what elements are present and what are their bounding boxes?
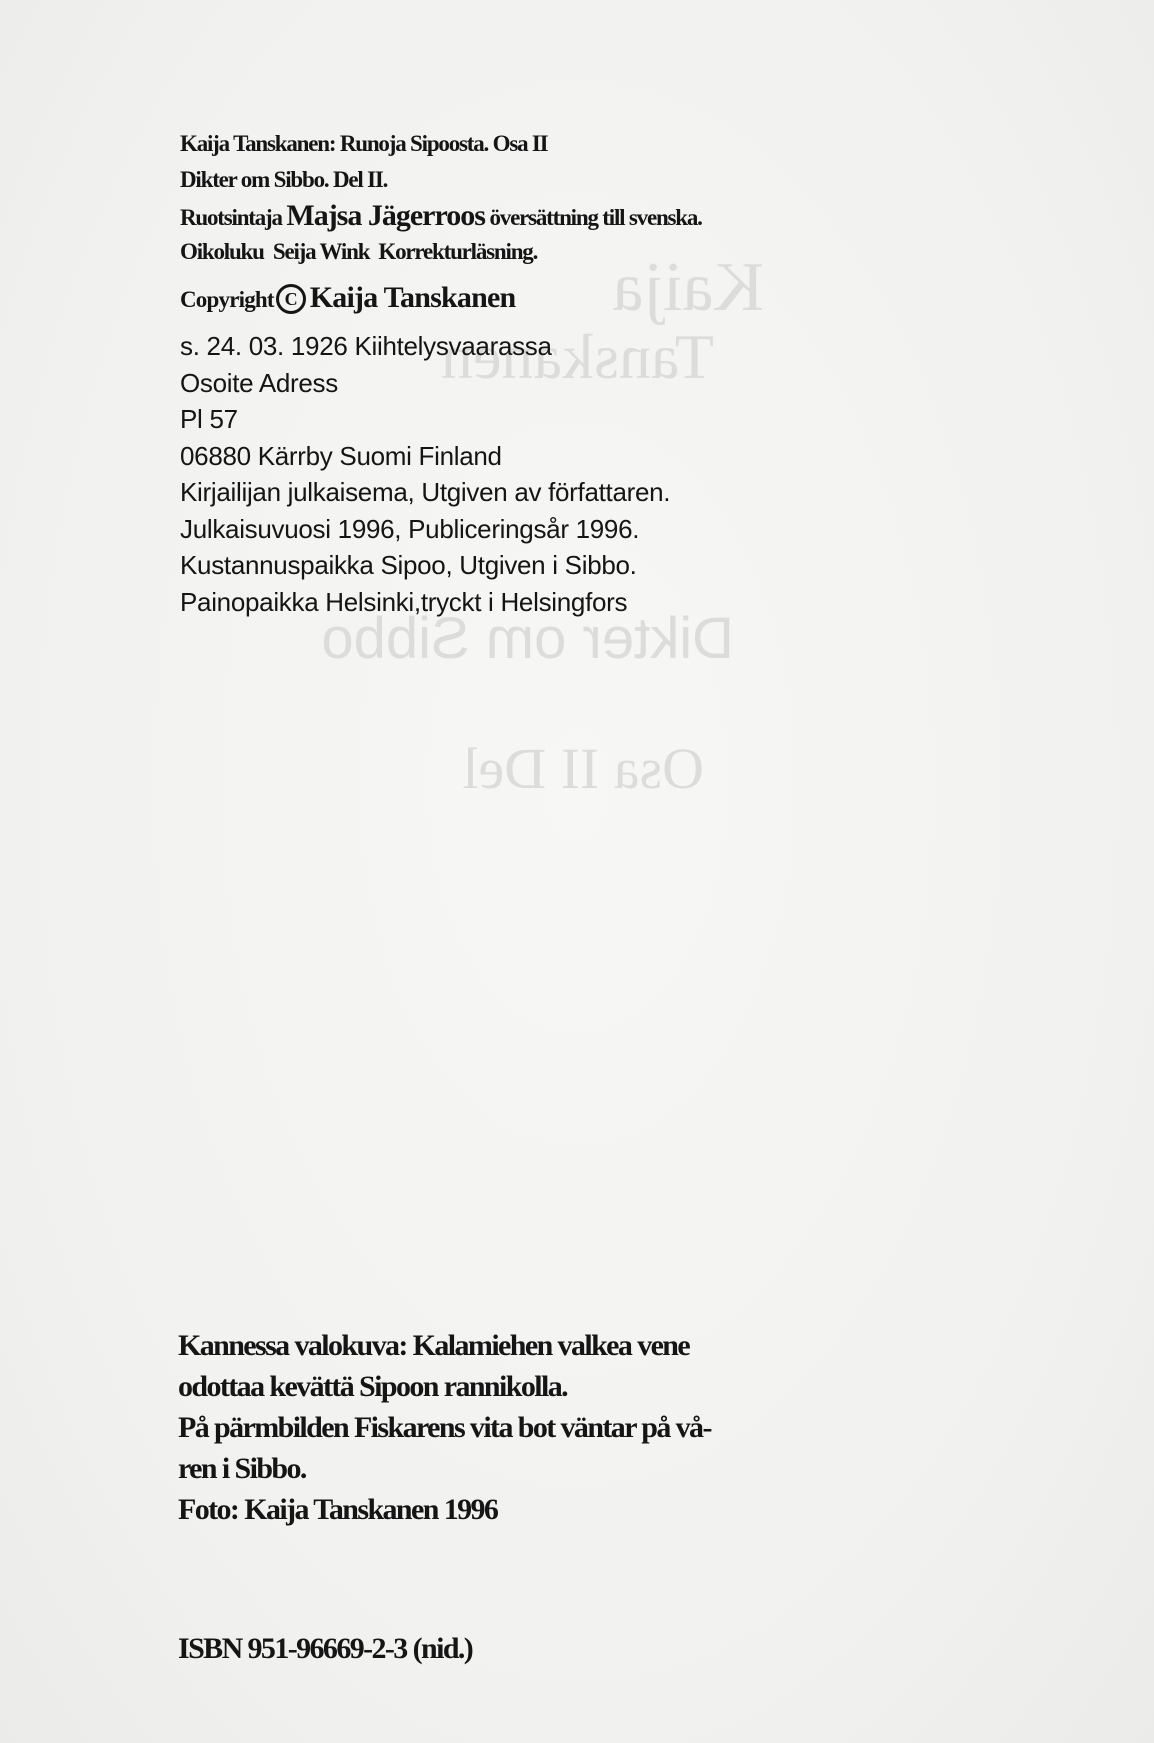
title-line: Kaija Tanskanen: Runoja Sipoosta. Osa II [180,131,548,156]
translator-line [180,198,702,234]
info-line: Pl 57 [180,404,238,434]
info-line: Kirjailijan julkaisema, Utgiven av författaren. [180,477,671,507]
proofreading-suffix: Korrekturläsning. [378,239,538,264]
copyright-label: Copyright [180,287,274,312]
caption-line: Foto: Kaija Tanskanen 1996 [178,1493,498,1526]
info-line: Osoite Adress [180,367,338,398]
proofreading-line [180,234,702,270]
proofreading-name: Seija Wink [272,239,370,264]
info-line: Julkaisuvuosi 1996, Publiceringsår 1996. [180,513,640,544]
showthrough-line: Tanskanen [441,321,714,392]
author-info-block [180,328,670,620]
copyright-name: Kaija Tanskanen [309,281,516,314]
caption-line: odottaa kevättä Sipoon rannikolla. [178,1370,568,1403]
translator-suffix: översättning till svenska. [489,205,702,230]
proofreading-label: Oikoluku [180,239,264,264]
info-line: Kustannuspaikka Sipoo, Utgiven i Sibbo. [180,550,637,580]
info-line: 06880 Kärrby Suomi Finland [180,440,502,471]
showthrough-line: Osa II Del [462,736,704,801]
caption-line: ren i Sibbo. [178,1452,306,1485]
showthrough-line: Kaija [612,249,764,326]
title-block [180,126,702,318]
showthrough-line: Dikter om Sibbo [321,606,734,671]
translator-name: Majsa Jägerroos [286,199,485,232]
caption-line: Kannessa valokuva: Kalamiehen valkea vene [178,1329,690,1362]
cover-photo-caption [178,1325,711,1530]
translator-label: Ruotsintaja [180,205,282,230]
copyright-icon: C [276,284,306,314]
title-line: Dikter om Sibbo. Del II. [180,167,388,192]
copyright-line [180,278,702,318]
info-line: s. 24. 03. 1926 Kiihtelysvaarassa [180,331,552,361]
caption-line: På pärmbilden Fiskarens vita bot väntar på vå- [178,1411,711,1444]
info-line: Painopaikka Helsinki,tryckt i Helsingfors [180,586,628,617]
isbn: ISBN 951-96669-2-3 (nid.) [178,1632,473,1665]
